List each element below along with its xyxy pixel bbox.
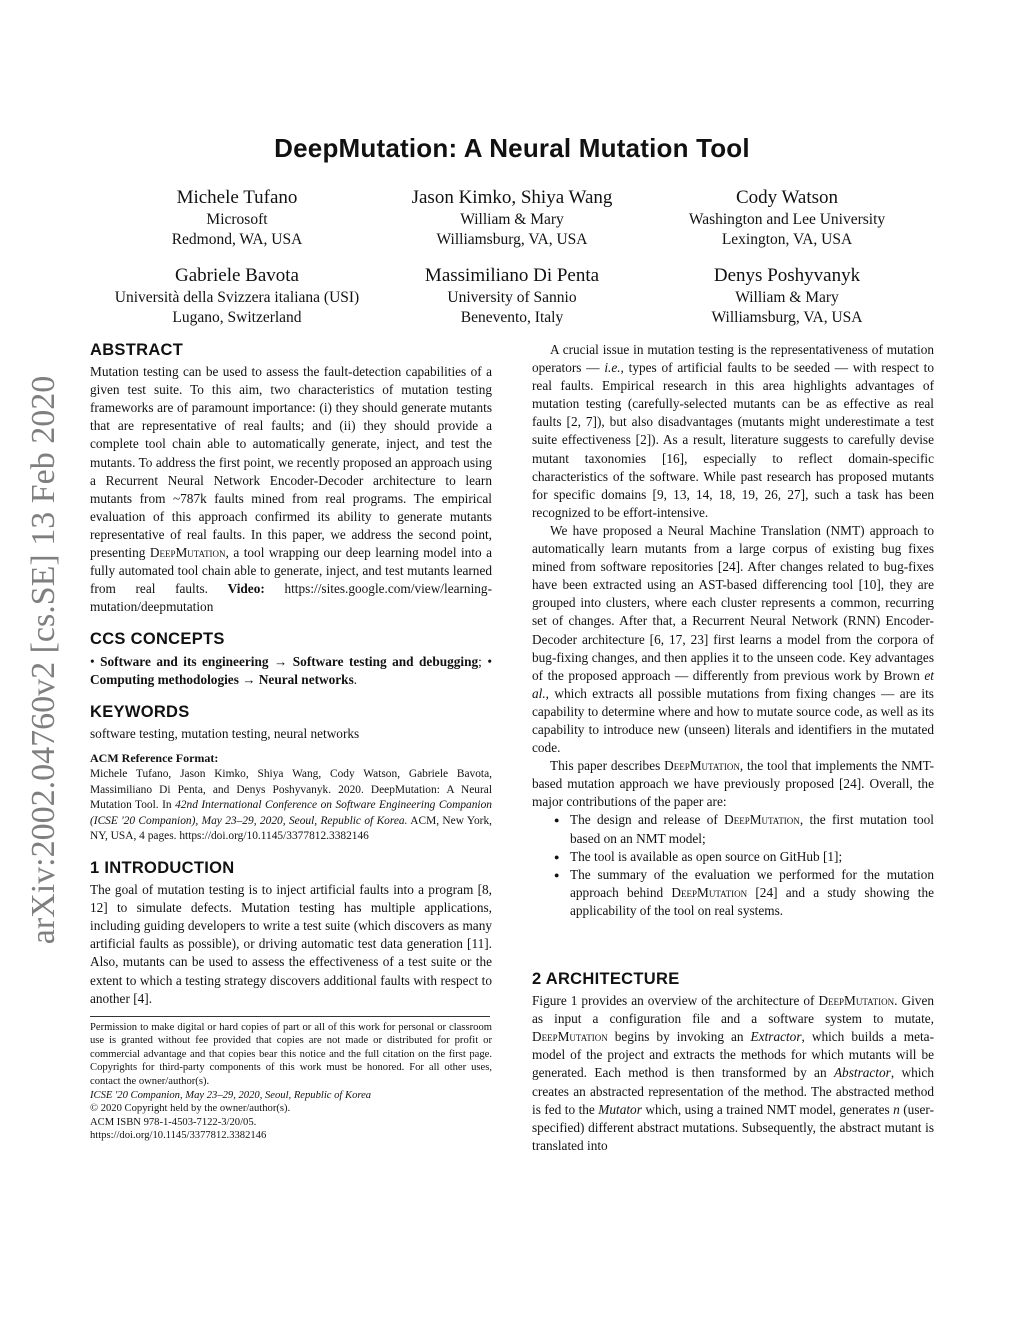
author-location: Redmond, WA, USA <box>171 231 303 248</box>
author-affiliation: Università della Svizzera italiana (USI) <box>114 289 360 306</box>
ccs-concepts: • Software and its engineering → Software testing and debugging; • Computing methodologies → Neural networks. <box>90 653 493 687</box>
author-name: Gabriele Bavota <box>175 265 299 286</box>
author-name: Jason Kimko, Shiya Wang <box>411 187 613 208</box>
right-column <box>532 341 934 1155</box>
author-name: Denys Poshyvanyk <box>713 265 861 286</box>
list-item: ● The design and release of DeepMutation, the first mutation tool based on an NMT model; <box>556 811 934 847</box>
paragraph: A crucial issue in mutation testing is the representativeness of mutation operators — i.e., types of artificial faults to be seeded — with respect to real faults. Empirical research in this area highlights advantages of mutation testing (carefully-selected mutants can be as effective as real faults [2, 7]), but also disadvantages (mutants might underestimate a test suite effectiveness [2]). As a result, literature suggests to carefully devise mutant taxonomies [16], especially to reflect domain-specific characteristics of the software. While past research has proposed mutants for specific domains [9, 13, 14, 18, 19, 26, 27], such a task has been recognized to be effort-intensive. <box>532 342 934 520</box>
contributions-list <box>532 811 934 920</box>
author-name: Michele Tufano <box>176 187 298 208</box>
tool-name: DeepMutation <box>149 545 226 561</box>
author-block <box>352 264 672 328</box>
list-item: ● The summary of the evaluation we performed for the mutation approach behind DeepMutation [24] and a study showing the applicability of the tool on real systems. <box>556 866 934 920</box>
abstract-text: Mutation testing can be used to assess the fault-detection capabilities of a given test suite. To this aim, two characteristics of mutation testing frameworks are of paramount importance: (i) they should generate mutants that are representative of real faults; and (ii) they should provide a complete tool chain able to automatically generate, inject, and test the mutants. To address the first point, we recently proposed an approach using a Recurrent Neural Network Encoder-Decoder architecture to learn mutants from ~787k faults mined from real programs. The empirical evaluation of this approach confirmed its ability to generate mutants representative of real faults. In this paper, we address the second point, presenting DeepMutation, a tool wrapping our deep learning model into a fully automated tool chain able to generate, inject, and test mutants learned from real faults. Video: https://sites.google.com/view/learning-mutation/deepmutation <box>90 364 493 615</box>
paragraph: This paper describes DeepMutation, the tool that implements the NMT-based mutation approach we have previously proposed [24]. Overall, the major contributions of the paper are: <box>532 758 934 810</box>
paragraph: We have proposed a Neural Machine Translation (NMT) approach to automatically learn mutants from a large corpus of existing bug fixes mined from software repositories [24]. After changes related to bug-fixes have been extracted using an AST-based differencing tool [10], they are grouped into clusters, where each cluster represents a common, recurring set of changes. After that, a Recurrent Neural Network (RNN) Encoder-Decoder architecture [6, 17, 23] first learns a model from the corpora of bug-fixing changes, and then applies it to the unseen code. Key advantages of the proposed approach — differently from previous work by Brown et al., which extracts all possible mutations from fixing changes — are its capability to determine where and how to mutate source code, as well as its capability to introduce new (unseen) literals and identifiers in the mutated code. <box>532 522 934 756</box>
acm-ref-heading: ACM Reference Format: <box>90 750 219 765</box>
author-affiliation: Washington and Lee University <box>688 211 886 228</box>
author-location: Benevento, Italy <box>460 309 564 326</box>
author-affiliation: Microsoft <box>206 211 268 228</box>
keywords-text: software testing, mutation testing, neural networks <box>90 725 360 741</box>
left-column <box>90 341 492 1143</box>
abstract-heading: ABSTRACT <box>90 341 184 359</box>
author-block <box>627 264 947 328</box>
author-affiliation: University of Sannio <box>447 289 577 306</box>
arxiv-stamp: arXiv:2002.04760v2 [cs.SE] 13 Feb 2020 <box>25 375 62 945</box>
author-location: Williamsburg, VA, USA <box>711 309 863 326</box>
author-location: Williamsburg, VA, USA <box>436 231 588 248</box>
author-location: Lexington, VA, USA <box>721 231 853 248</box>
ccs-heading: CCS CONCEPTS <box>90 630 225 649</box>
video-link[interactable]: https://sites.google.com/view/learning-mutation/deepmutation <box>90 581 492 615</box>
author-name: Cody Watson <box>735 187 839 208</box>
author-block <box>352 186 672 250</box>
author-block <box>77 186 397 250</box>
acm-ref-text: Michele Tufano, Jason Kimko, Shiya Wang, Cody Watson, Gabriele Bavota, Massimiliano Di Penta, and Denys Poshyvanyk. 2020. DeepMutation: A Neural Mutation Tool. In 42nd International Conference on Software Engineering Companion (ICSE '20 Companion), May 23–29, 2020, Seoul, Republic of Korea. ACM, New York, NY, USA, 4 pages. https://doi.org/10.1145/3377812.3382146 <box>90 767 493 843</box>
author-affiliation: William & Mary <box>735 289 839 306</box>
author-block <box>627 186 947 250</box>
author-location: Lugano, Switzerland <box>172 309 302 326</box>
intro-heading: 1 INTRODUCTION <box>90 858 235 877</box>
paper-title: DeepMutation: A Neural Mutation Tool <box>274 133 750 163</box>
author-name: Massimiliano Di Penta <box>424 265 600 286</box>
doi-link[interactable]: https://doi.org/10.1145/3377812.3382146 <box>90 1130 267 1142</box>
footnote-rule <box>90 1016 490 1017</box>
author-affiliation: William & Mary <box>460 211 564 228</box>
permission-footnote: Permission to make digital or hard copies of part or all of this work for personal or classroom use is granted without fee provided that copies are not made or distributed for profit or commercial advantage and that copies bear this notice and the full citation on the first page. Copyrights for third-party components of this work must be honored. For all other uses, contact the owner/author(s). ICSE '20 Companion, May 23–29, 2020, Seoul, Republic of Korea © 2020 Copyright held by the owner/author(s). ACM ISBN 978-1-4503-7122-3/20/05. https://doi.org/10.1145/3377812.3382146 <box>90 1021 492 1142</box>
list-item: ● The tool is available as open source on GitHub [1]; <box>556 848 934 866</box>
keywords-heading: KEYWORDS <box>90 702 190 721</box>
author-block <box>77 264 397 328</box>
architecture-heading: 2 ARCHITECTURE <box>532 970 680 988</box>
architecture-text: Figure 1 provides an overview of the architecture of DeepMutation. Given as input a configuration file and a software system to mutate, DeepMutation begins by invoking an Extractor, which builds a meta-model of the project and extracts the methods for which mutants will be generated. Each method is then transformed by an Abstractor, which creates an abstracted representation of the method. The abstracted method is fed to the Mutator which, using a trained NMT model, generates n (user-specified) different abstract mutations. Subsequently, the abstract mutant is translated into <box>532 993 934 1153</box>
intro-text: The goal of mutation testing is to inject artificial faults into a program [8, 12] to simulate defects. Mutation testing has multiple applications, including guiding developers to write a test suite (which discovers as many artificial faults as possible), or driving automatic test data generation [11]. Also, mutants can be used to assess the effectiveness of a test suite or the extent to which a testing strategy discovers additional faults with respect to another [4]. <box>90 882 492 1006</box>
